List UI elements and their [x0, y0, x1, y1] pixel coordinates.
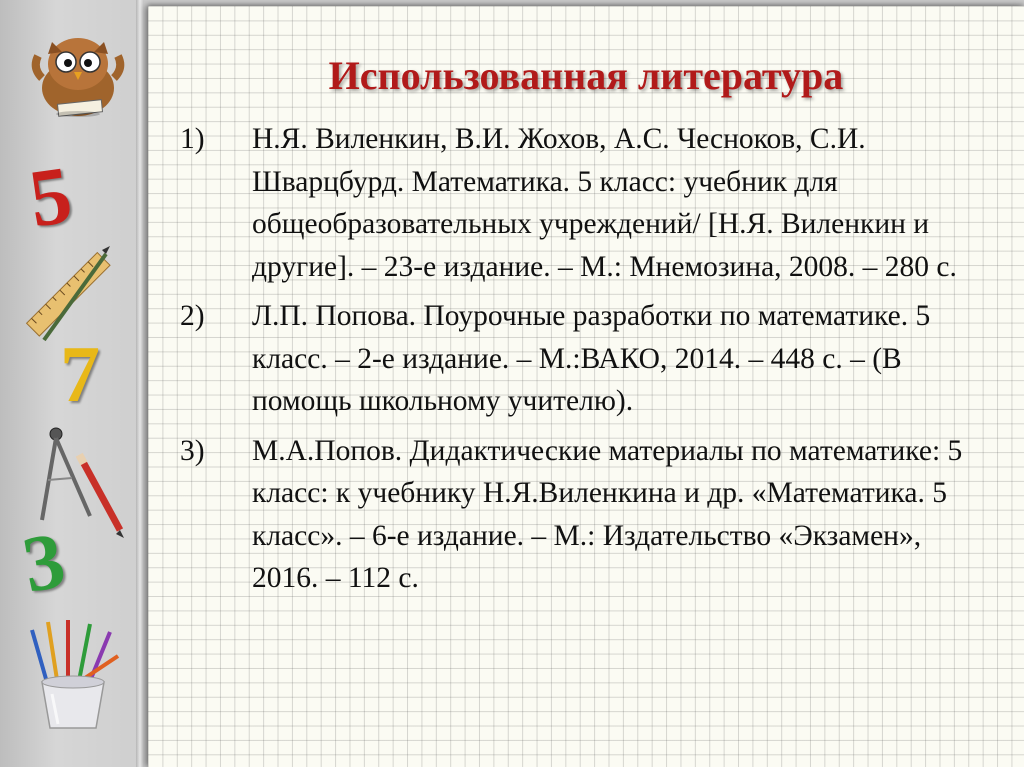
list-item-number: 1) — [180, 123, 205, 155]
list-item-text: Л.П. Попова. Поурочные разработки по математике. 5 класс. – 2-е издание. – М.:ВАКО, 2014. – 448 с. – (В помощь школьному учителю). — [252, 300, 931, 417]
list-item-text: Н.Я. Виленкин, В.И. Жохов, А.С. Чесноков, С.И. Шварцбурд. Математика. 5 класс: учебник для общеобразовательных учреждений/ [Н.Я. Виленкин и другие]. – 23-е издание. – М.: Мнемозина, 2008. – 280 с. — [252, 123, 957, 283]
list-item-number: 3) — [180, 434, 205, 467]
pencil-cup-icon — [18, 616, 128, 736]
owl-icon — [28, 28, 128, 120]
digit-three: 3 — [16, 516, 72, 610]
list-item-text: М.А.Попов. Дидактические материалы по математике: 5 класс: к учебнику Н.Я.Виленкина и др. «Математика. 5 класс». – 6-е издание. – М.: Издательство «Экзамен», 2016. – 112 с. — [252, 434, 963, 594]
digit-seven: 7 — [60, 331, 100, 419]
page-title: Использованная литература — [328, 53, 844, 98]
list-item — [180, 295, 980, 423]
list-item-number: 2) — [180, 300, 205, 332]
reference-list — [180, 118, 980, 607]
list-item — [180, 430, 980, 600]
digit-five: 5 — [23, 148, 78, 245]
sidebar-edge — [136, 0, 144, 767]
list-item — [180, 118, 980, 288]
